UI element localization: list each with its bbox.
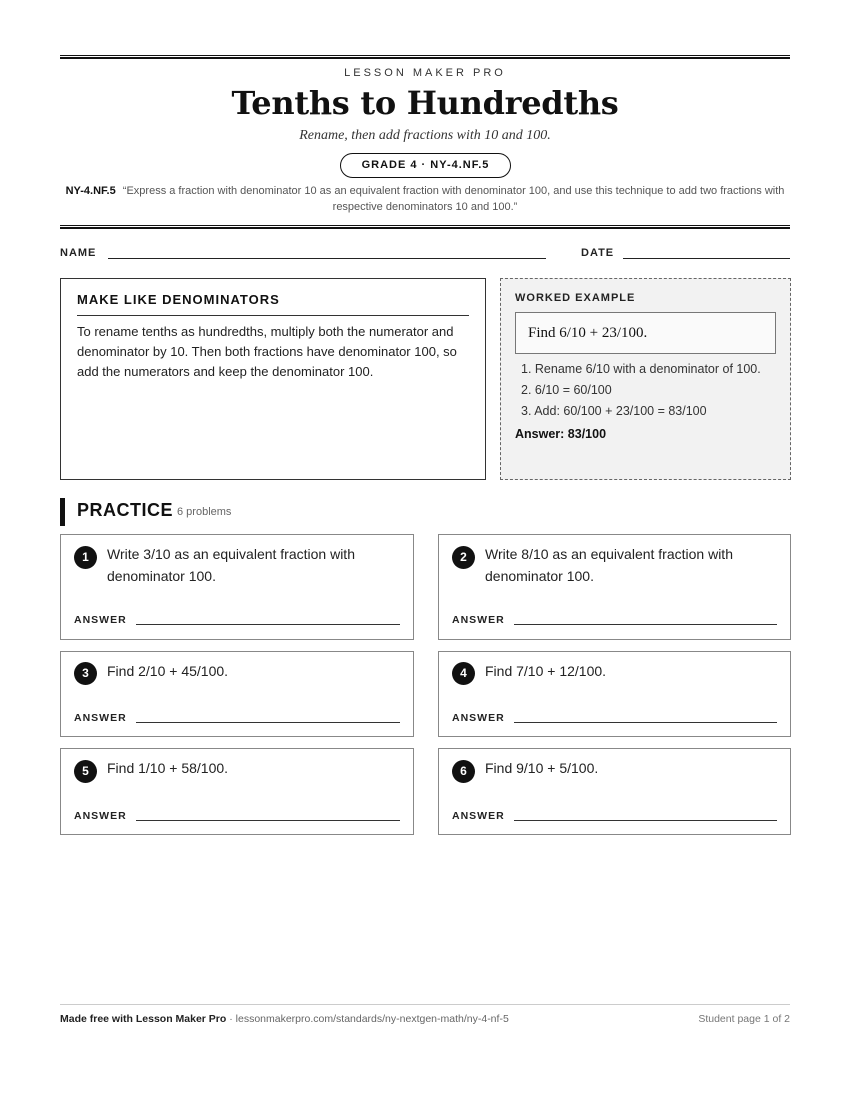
answer-label: ANSWER xyxy=(74,614,127,626)
answer-field[interactable] xyxy=(136,624,400,625)
problem-number-badge: 5 xyxy=(74,760,97,783)
problem-text: Find 2/10 + 45/100. xyxy=(107,663,229,679)
answer-label: ANSWER xyxy=(452,614,505,626)
answer-field[interactable] xyxy=(514,820,777,821)
date-label: DATE xyxy=(581,247,615,259)
problem-card-5 xyxy=(60,748,414,835)
problem-number-badge: 1 xyxy=(74,546,97,569)
problem-number-badge: 4 xyxy=(452,662,475,685)
problem-number-badge: 2 xyxy=(452,546,475,569)
worked-example-problem: Find 6/10 + 23/100. xyxy=(515,312,776,354)
practice-heading: PRACTICE xyxy=(77,500,174,520)
problem-text: Find 9/10 + 5/100. xyxy=(485,760,599,776)
problem-number-badge: 6 xyxy=(452,760,475,783)
standard-description xyxy=(60,183,790,215)
worked-step: 1. Rename 6/10 with a denominator of 100. xyxy=(521,362,761,376)
concept-panel xyxy=(60,278,486,480)
worked-example-answer: Answer: 83/100 xyxy=(515,427,607,441)
problem-card-4 xyxy=(438,651,791,737)
answer-label: ANSWER xyxy=(452,810,505,822)
standard-text: “Express a fraction with denominator 10 as an equivalent fraction with denominator 100, and use this technique to add two fractions with respective denominators 10 and 100.” xyxy=(122,185,785,213)
answer-field[interactable] xyxy=(136,722,400,723)
answer-label: ANSWER xyxy=(74,810,127,822)
page-title: Tenths to Hundredths xyxy=(231,84,619,122)
problem-text: Write 8/10 as an equivalent fraction with denominator 100. xyxy=(485,546,733,584)
answer-field[interactable] xyxy=(514,722,777,723)
problem-card-6 xyxy=(438,748,791,835)
practice-count: 6 problems xyxy=(177,506,232,518)
problem-text: Find 7/10 + 12/100. xyxy=(485,663,607,679)
concept-body: To rename tenths as hundredths, multiply both the numerator and denominator by 10. Then both fractions have denominator 100, so add the numerators and keep the denominator 100. xyxy=(77,324,457,379)
footer-url-link[interactable]: lessonmakerpro.com/standards/ny-nextgen-math/ny-4-nf-5 xyxy=(235,1013,509,1025)
worked-step: 2. 6/10 = 60/100 xyxy=(521,383,612,397)
date-field[interactable] xyxy=(623,258,790,259)
problem-card-3 xyxy=(60,651,414,737)
practice-accent-bar xyxy=(60,498,65,526)
top-divider xyxy=(60,55,790,59)
footer-made-with: Made free with Lesson Maker Pro xyxy=(60,1013,227,1025)
worked-example-steps xyxy=(515,360,776,421)
header-bottom-divider xyxy=(60,225,790,229)
answer-label: ANSWER xyxy=(74,712,127,724)
problem-card-2 xyxy=(438,534,791,640)
worked-step: 3. Add: 60/100 + 23/100 = 83/100 xyxy=(521,404,707,418)
problem-number-badge: 3 xyxy=(74,662,97,685)
page-subtitle: Rename, then add fractions with 10 and 100. xyxy=(299,128,551,143)
standard-code: NY-4.NF.5 xyxy=(65,185,116,197)
footer-divider xyxy=(60,1004,790,1005)
problem-text: Write 3/10 as an equivalent fraction with denominator 100. xyxy=(107,546,355,584)
problem-text: Find 1/10 + 58/100. xyxy=(107,760,229,776)
brand-name: LESSON MAKER PRO xyxy=(344,67,506,79)
worked-example-panel xyxy=(500,278,791,480)
answer-field[interactable] xyxy=(514,624,777,625)
footer-page-number: Student page 1 of 2 xyxy=(698,1013,790,1025)
problem-card-1 xyxy=(60,534,414,640)
answer-field[interactable] xyxy=(136,820,400,821)
worked-example-title: WORKED EXAMPLE xyxy=(515,292,636,304)
name-label: NAME xyxy=(60,247,97,259)
concept-title: MAKE LIKE DENOMINATORS xyxy=(77,292,469,316)
answer-label: ANSWER xyxy=(452,712,505,724)
grade-standard-badge: GRADE 4 · NY-4.NF.5 xyxy=(340,153,511,178)
name-field[interactable] xyxy=(108,258,546,259)
footer-separator: · xyxy=(226,1013,236,1025)
footer-credit xyxy=(60,1013,509,1025)
